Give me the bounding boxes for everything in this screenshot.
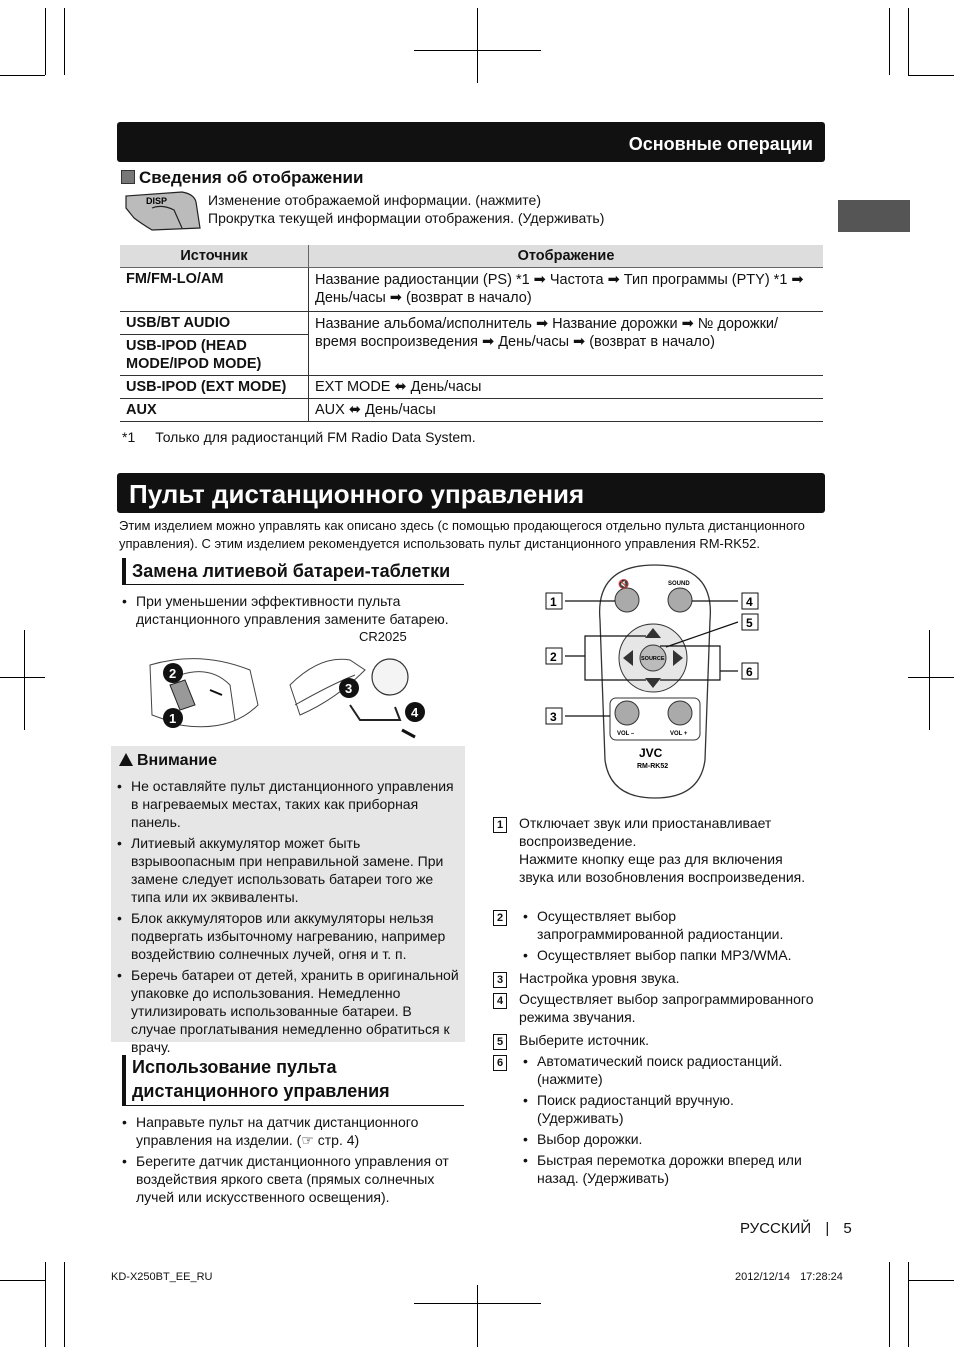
callout-3: 3 bbox=[550, 710, 557, 724]
display-table bbox=[120, 245, 823, 422]
list-item: • Направьте пульт на датчик дистанционного управления на изделии. (☞ стр. 4) bbox=[118, 1113, 463, 1149]
vol-minus-label: VOL – bbox=[617, 731, 635, 737]
table-row: FM/FM-LO/AM Название радиостанции (PS) *1 ➡ Частота ➡ Тип программы (PTY) *1 ➡ День/часы ➡ (возврат в начало) bbox=[120, 268, 823, 312]
warning-icon bbox=[119, 753, 133, 766]
section-title: Основные операции bbox=[628, 134, 813, 154]
print-timestamp: 2012/12/14 17:28:24 bbox=[735, 1271, 843, 1283]
table-footnote: *1 Только для радиостанций FM Radio Data System. bbox=[122, 429, 476, 445]
sound-button bbox=[668, 588, 692, 612]
legend-item-4: 4 Осуществляет выбор запрограммированного режима звучания. bbox=[493, 990, 507, 1009]
vol-plus-label: VOL + bbox=[670, 731, 688, 737]
vol-minus-button bbox=[615, 701, 639, 725]
callout-2: 2 bbox=[550, 650, 557, 664]
disp-button-illustration bbox=[122, 188, 204, 232]
list-item: • Не оставляйте пульт дистанционного управления в нагреваемых местах, таких как приборная панель. bbox=[113, 777, 459, 831]
remote-intro: Этим изделием можно управлять как описано здесь (с помощью продающегося отдельно пульта дистанционного управления). С этим изделием рекомендуется использовать пульт дистанционного управления RM-RK52. bbox=[119, 518, 805, 551]
list-item: • При уменьшении эффективности пульта дистанционного управления замените батарею. bbox=[118, 592, 458, 628]
disp-button-label: DISP bbox=[146, 196, 168, 206]
remote-title-bar bbox=[117, 473, 825, 513]
vol-plus-button bbox=[668, 701, 692, 725]
table-row: USB-IPOD (EXT MODE) EXT MODE ⬌ День/часы bbox=[120, 376, 823, 399]
table-row: AUX AUX ⬌ День/часы bbox=[120, 399, 823, 422]
caution-list bbox=[113, 777, 459, 1059]
table-header-source: Источник bbox=[120, 245, 309, 268]
jvc-logo: JVC bbox=[639, 746, 663, 760]
print-code: KD-X250BT_EE_RU bbox=[111, 1271, 213, 1283]
caution-heading: Внимание bbox=[119, 752, 217, 770]
battery-replacement-illustration bbox=[140, 645, 440, 740]
list-item: • Литиевый аккумулятор может быть взрывоопасным при неправильной замене. При замене следует использовать батареи того же типа или их эквиваленты. bbox=[113, 834, 459, 906]
legend-item-3: 3 Настройка уровня звука. bbox=[493, 969, 507, 988]
step-4-label: 4 bbox=[411, 705, 419, 720]
display-info-heading: Сведения об отображении bbox=[121, 168, 363, 188]
step-2-label: 2 bbox=[169, 666, 177, 681]
remote-control-diagram bbox=[540, 560, 770, 805]
list-item: • Беречь батареи от детей, хранить в оригинальной упаковке до использования. Немедленно утилизировать использованные батареи. В случае проглатывания немедленно обратиться к врачу. bbox=[113, 966, 459, 1056]
battery-model-label: CR2025 bbox=[359, 629, 407, 644]
table-row: USB-IPOD (HEAD MODE/IPOD MODE) bbox=[120, 335, 823, 376]
table-row: USB/BT AUDIO Название альбома/исполнитель ➡ Название дорожки ➡ № дорожки/время воспроизведения ➡ День/часы ➡ (возврат в начало) bbox=[120, 312, 823, 335]
mute-button bbox=[615, 588, 639, 612]
sound-label: SOUND bbox=[668, 581, 690, 587]
list-item: • Блок аккумуляторов или аккумуляторы нельзя подвергать избыточному нагреванию, например воздействию солнечных лучей, огня и т. п. bbox=[113, 909, 459, 963]
list-item: • Берегите датчик дистанционного управления от воздействия яркого света (прямых солнечных лучей или искусственного освещения). bbox=[118, 1152, 463, 1206]
square-bullet-icon bbox=[121, 170, 135, 184]
legend-item-2: 2 • Осуществляет выбор запрограммированной радиостанции. • Осуществляет выбор папки MP3/WMA. bbox=[493, 907, 507, 926]
list-item: • Осуществляет выбор запрограммированной радиостанции. bbox=[519, 907, 819, 943]
legend-item-5: 5 Выберите источник. bbox=[493, 1031, 507, 1050]
page-footer-language: РУССКИЙ | 5 bbox=[740, 1220, 852, 1237]
disp-description bbox=[208, 191, 808, 227]
table-header-display: Отображение bbox=[309, 245, 824, 268]
disp-press-text: Изменение отображаемой информации. (нажмите) bbox=[208, 192, 541, 208]
list-item: • Поиск радиостанций вручную. (Удерживать) bbox=[519, 1091, 809, 1127]
battery-note-list bbox=[118, 592, 458, 631]
list-item: • Осуществляет выбор папки MP3/WMA. bbox=[519, 946, 819, 964]
legend-item-6: 6 • Автоматический поиск радиостанций. (нажмите) • Поиск радиостанций вручную. (Удерживать) • Выбор дорожки. • Быстрая перемотка дорожки вперед или назад. (Удерживать) bbox=[493, 1052, 507, 1071]
list-item: • Выбор дорожки. bbox=[519, 1130, 809, 1148]
section-header-bar bbox=[117, 122, 825, 162]
callout-4: 4 bbox=[746, 595, 753, 609]
language-tab-marker bbox=[838, 200, 910, 232]
usage-list bbox=[118, 1113, 463, 1209]
remote-model-label: RM-RK52 bbox=[637, 763, 669, 770]
remote-title: Пульт дистанционного управления bbox=[129, 479, 585, 509]
mute-icon: 🔇 bbox=[618, 580, 630, 590]
list-item: • Автоматический поиск радиостанций. (нажмите) bbox=[519, 1052, 809, 1088]
battery-heading: Замена литиевой батареи-таблетки bbox=[122, 558, 464, 585]
caution-box bbox=[111, 746, 465, 1055]
callout-5: 5 bbox=[746, 616, 753, 630]
legend-item-1: 1 Отключает звук или приостанавливает воспроизведение. Нажмите кнопку еще раз для включения звука или возобновления воспроизведения. bbox=[493, 814, 507, 833]
list-item: • Быстрая перемотка дорожки вперед или назад. (Удерживать) bbox=[519, 1151, 809, 1187]
step-1-label: 1 bbox=[169, 711, 177, 726]
page-number: 5 bbox=[843, 1220, 852, 1237]
step-3-label: 3 bbox=[345, 681, 353, 696]
disp-hold-text: Прокрутка текущей информации отображения. (Удерживать) bbox=[208, 210, 605, 226]
callout-6: 6 bbox=[746, 665, 753, 679]
usage-heading: Использование пульта дистанционного управления bbox=[122, 1055, 464, 1106]
callout-1: 1 bbox=[550, 595, 557, 609]
source-label: SOURCE bbox=[641, 656, 665, 662]
